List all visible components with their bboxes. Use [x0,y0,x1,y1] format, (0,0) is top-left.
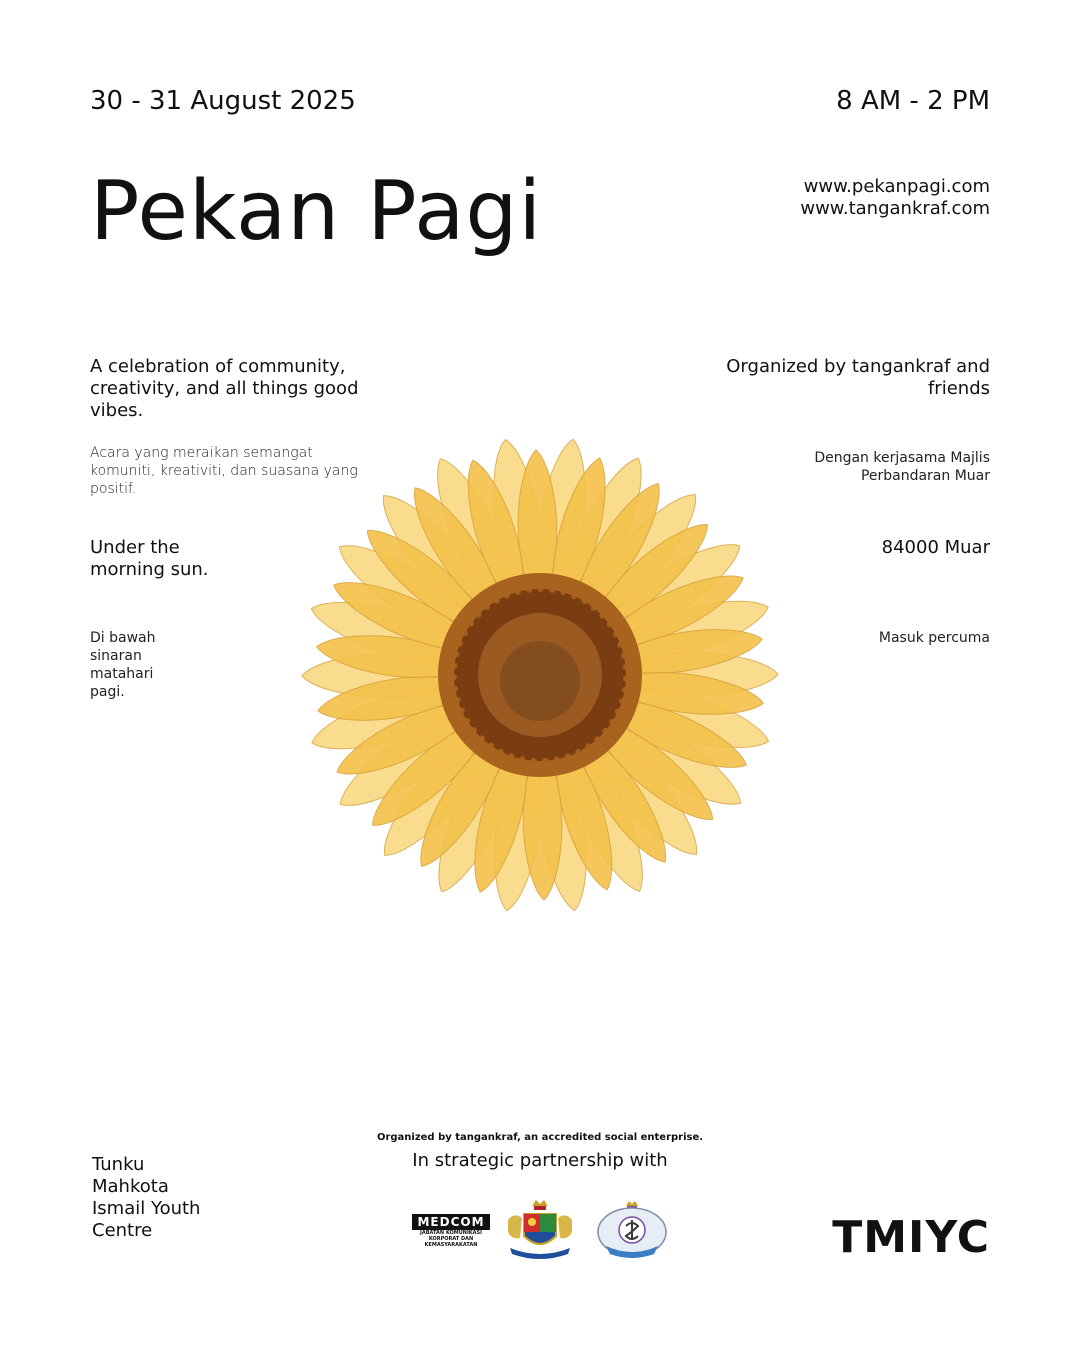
sunflower-seed [479,704,485,710]
sunflower-seed [441,669,447,675]
location: 84000 Muar [881,537,990,558]
sunflower-seed [612,684,618,690]
sunflower-seed [481,638,487,644]
sunflower-seed [542,748,548,754]
sunflower-seed [558,735,564,741]
sunflower-seed [441,680,447,686]
sunflower-seed [488,755,494,761]
sunflower-seed [585,743,591,749]
sunflower-seed [600,600,606,606]
sunflower-seed [602,662,608,668]
sunflower-seed [503,728,509,734]
sunflower-seed [554,746,560,752]
sunflower-seed [504,582,510,588]
sunflower-seed [607,622,613,628]
sunflower-seed [484,592,490,598]
sunflower-seed [485,713,491,719]
sunflower-seed [474,715,480,721]
sunflower-seed [631,692,637,698]
sunflower-seed [600,629,606,635]
sunflower-seed [604,741,610,747]
sunflower-seed [584,732,590,738]
venue-name: Tunku Mahkota Ismail Youth Centre [92,1154,201,1241]
morning-english: Under the morning sun. [90,537,209,580]
sunflower-seed [526,587,532,593]
medcom-brand: MEDCOM [412,1214,490,1230]
sunflower-seed [479,735,485,741]
sunflower-seed [615,616,621,622]
sunflower-seed [472,659,478,665]
sunflower-seed [630,647,636,653]
sunflower-seed [455,697,461,703]
sunflower-seed [610,695,616,701]
sunflower-seed [520,746,526,752]
sunflower-seed [565,764,571,770]
sunflower-seed [622,687,628,693]
sunflower-seed [471,670,477,676]
sunflower-seed [474,629,480,635]
sunflower-seed [499,738,505,744]
sunflower-seed [600,715,606,721]
sunflower-seed [496,620,502,626]
sunflower-seed [565,753,571,759]
sunflower-seed [554,756,560,762]
sunflower-illustration [285,430,795,920]
sunflower-seed [459,708,465,714]
sunflower-seed [531,748,537,754]
sunflower-seed [575,760,581,766]
sunflower-seed [628,703,634,709]
sunflower-seed [595,641,601,647]
website-link-tangankraf[interactable]: www.tangankraf.com [800,198,990,219]
sunflower-seed [600,651,606,657]
sunflower-seed [606,639,612,645]
sunflower-seed [509,764,515,770]
sunflower-seed [591,605,597,611]
sunflower-seed [461,672,467,678]
sunflower-seed [515,589,521,595]
sunflower-seed [506,614,512,620]
event-title: Pekan Pagi [90,164,543,259]
sunflower-seed [613,631,619,637]
sunflower-seed [443,691,449,697]
sunflower-seed [621,653,627,659]
sunflower-seed [471,727,477,733]
sunflower-seed [608,608,614,614]
sunflower-seed [618,724,624,730]
sunflower-seed [510,601,516,607]
sunflower-seed [531,758,537,764]
sunflower-seed [474,693,480,699]
sunflower-seed [452,686,458,692]
sunflower-seed [599,613,605,619]
sunflower-seed [452,663,458,669]
sunflower-seed [615,709,621,715]
sunflower-seed [560,579,566,585]
organizer-note: Organized by tangankraf, an accredited social enterprise. [376,1132,704,1143]
sunflower-seed [585,613,591,619]
sunflower-seed [550,607,556,613]
sunflower-seed [465,649,471,655]
sunflower-seed [605,705,611,711]
admission: Masuk percuma [878,630,990,646]
sunflower-seed [624,714,630,720]
sunflower-seed [571,582,577,588]
organizer-english: Organized by tangankraf and friends [726,356,990,399]
sunflower-seed [451,674,457,680]
state-crest-logo [500,1198,580,1262]
sunflower-seed [481,724,487,730]
sunflower-seed [565,601,571,607]
sunflower-seed [482,620,488,626]
sunflower-seed [618,642,624,648]
sunflower-seed [531,768,537,774]
tagline-malay: Acara yang meraikan semangat komuniti, kreativiti, dan suasana yang positif. [90,445,358,497]
sunflower-seed [532,596,538,602]
sunflower-seed [466,607,472,613]
sunflower-seed [445,646,451,652]
sunflower-seed [468,705,474,711]
sunflower-seed [593,724,599,730]
sunflower-seed [633,670,639,676]
sunflower-seed [569,730,575,736]
sunflower-seed [575,738,581,744]
sunflower-seed [468,621,474,627]
sunflower-seed [560,589,566,595]
sunflower-seed [494,598,500,604]
sunflower-seed [542,768,548,774]
sunflower-seed [575,606,581,612]
medcom-subtitle: JABATAN KOMUNIKASI KORPORAT DAN KEMASYARAKATAN [419,1230,483,1248]
sunflower-seed [476,612,482,618]
sunflower-seed [457,641,463,647]
sunflower-seed [459,616,465,622]
sunflower-seed [520,766,526,772]
sunflower-seed [462,630,468,636]
partner-logos [412,1198,672,1262]
sunflower-seed [490,612,496,618]
sunflower-seed [611,733,617,739]
sunflower-seed [623,676,629,682]
sunflower-seed [603,674,609,680]
sunflower-seed [535,738,541,744]
sunflower-seed [633,681,639,687]
sunflower-seed [516,609,522,615]
sunflower-seed [586,716,592,722]
sunflower-seed [595,749,601,755]
sunflower-seed [572,616,578,622]
sunflower-seed [475,599,481,605]
sunflower-seed [623,664,629,670]
sunflower-seed [619,698,625,704]
sunflower-seed [613,672,619,678]
websites [800,176,990,220]
sunflower-seed [594,736,600,742]
sunflower-seed [520,598,526,604]
sunflower-seed [575,749,581,755]
sunflower-seed [621,626,627,632]
sunflower-seed [498,749,504,755]
partnership-text: In strategic partnership with [412,1150,668,1171]
sunflower-seed [612,661,618,667]
sunflower-seed [469,639,475,645]
sunflower-seed [442,658,448,664]
sunflower-seed [526,577,532,583]
sunflower-seed [493,721,499,727]
sunflower-seed [571,593,577,599]
sunflower-seed [581,598,587,604]
sunflower-seed [561,611,567,617]
sunflower-seed [593,621,599,627]
tagline-english: A celebration of community, creativity, and all things good vibes. [90,356,359,421]
sunflower-seed [610,650,616,656]
sunflower-center-core [500,641,580,721]
sunflower-seed [589,631,595,637]
sunflower-seed [554,598,560,604]
sunflower-seed [549,577,555,583]
centre-acronym: TMIYC [832,1212,990,1263]
sunflower-seed [509,743,515,749]
sunflower-seed [464,694,470,700]
sunflower-seed [489,731,495,737]
sunflower-seed [446,702,452,708]
sunflower-seed [547,737,553,743]
sunflower-seed [543,596,549,602]
sunflower-seed [602,685,608,691]
sunflower-seed [581,623,587,629]
sunflower-seed [508,753,514,759]
medcom-logo [412,1214,490,1248]
sunflower-seed [476,648,482,654]
sunflower-seed [632,658,638,664]
sunflower-seed [462,732,468,738]
morning-malay: Di bawah sinaran matahari pagi. [90,630,156,700]
organizer-malay: Dengan kerjasama Majlis Perbandaran Muar [814,450,990,484]
sunflower-seed [454,652,460,658]
sunflower-seed [538,586,544,592]
sunflower-seed [484,604,490,610]
sunflower-seed [539,606,545,612]
sunflower-seed [586,755,592,761]
event-time: 8 AM - 2 PM [836,86,990,116]
sunflower-seed [581,587,587,593]
sunflower-seed [504,593,510,599]
sunflower-seed [498,760,504,766]
sunflower-seed [456,723,462,729]
sunflower-seed [494,586,500,592]
sunflower-seed [472,682,478,688]
sunflower-seed [565,743,571,749]
sunflower-seed [479,748,485,754]
event-date: 30 - 31 August 2025 [90,86,356,116]
sunflower-seed [626,636,632,642]
sunflower-seed [598,696,604,702]
sunflower-seed [470,741,476,747]
sunflower-seed [499,606,505,612]
sunflower-seed [464,718,470,724]
sunflower-seed [524,737,530,743]
sunflower-seed [542,758,548,764]
sunflower-seed [448,636,454,642]
council-crest-logo [592,1200,672,1262]
sunflower-seed [453,625,459,631]
sunflower-seed [450,713,456,719]
sunflower-seed [515,579,521,585]
sunflower-seed [519,756,525,762]
sunflower-seed [602,728,608,734]
sunflower-seed [549,587,555,593]
sunflower-seed [527,607,533,613]
sunflower-seed [488,628,494,634]
sunflower-seed [488,743,494,749]
sunflower-seed [462,660,468,666]
sunflower-seed [554,767,560,773]
sunflower-seed [591,593,597,599]
website-link-pekanpagi[interactable]: www.pekanpagi.com [803,176,990,197]
sunflower-seed [513,733,519,739]
sunflower-seed [537,576,543,582]
sunflower-seed [609,719,615,725]
sunflower-seed [462,683,468,689]
sunflower-seed [578,724,584,730]
sunflower-seed [593,707,599,713]
